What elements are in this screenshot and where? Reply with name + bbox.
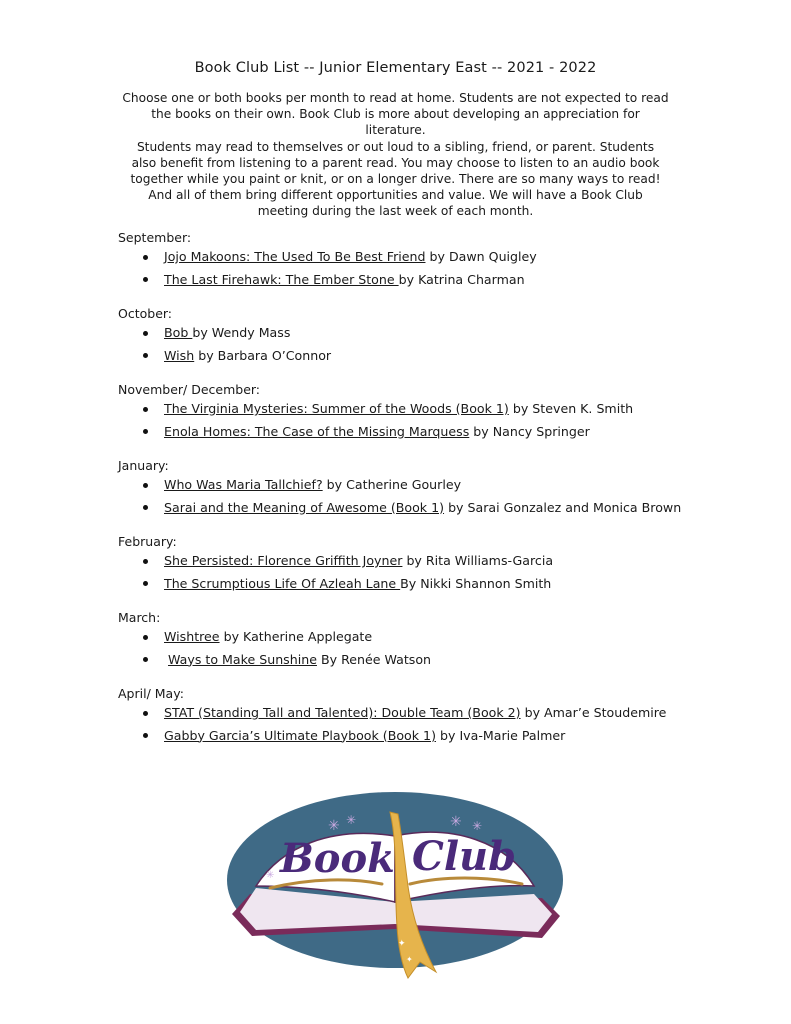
svg-text:✳: ✳ — [346, 813, 357, 827]
book-author: by Catherine Gourley — [326, 477, 462, 492]
book-author: by Nancy Springer — [473, 423, 590, 439]
list-item — [118, 398, 718, 421]
intro-line: meeting during the last week of each month. — [257, 204, 534, 219]
month-section-november-december — [118, 381, 718, 443]
book-title-link[interactable]: Ways to Make Sunshine — [168, 651, 317, 667]
month-section-september — [118, 229, 718, 291]
book-bullet-list — [118, 626, 718, 671]
svg-text:✳: ✳ — [328, 818, 340, 834]
book-author: By Nikki Shannon Smith — [400, 575, 552, 591]
svg-text:✳: ✳ — [266, 870, 275, 881]
intro-line: also benefit from listening to a parent read. You may choose to listen to an audio book — [131, 155, 660, 170]
book-author: by Katherine Applegate — [223, 629, 373, 644]
book-title-link[interactable]: STAT (Standing Tall and Talented): Double Team (Book 2) — [164, 705, 521, 720]
month-label: November/ December: — [118, 382, 261, 397]
book-title-link[interactable]: Enola Homes: The Case of the Missing Marquess — [164, 423, 470, 439]
book-bullet-list — [118, 474, 718, 519]
list-item — [118, 702, 718, 725]
book-title-link[interactable]: She Persisted: Florence Griffith Joyner — [164, 553, 403, 568]
book-author: by Rita Williams-Garcia — [406, 553, 554, 568]
intro-line: the books on their own. Book Club is more about developing an appreciation for literature. — [151, 107, 640, 138]
book-author: by Iva-Marie Palmer — [440, 727, 566, 743]
book-bullet-list — [118, 246, 718, 291]
month-label: October: — [118, 306, 173, 321]
list-item — [118, 649, 718, 672]
book-title-link[interactable]: Sarai and the Meaning of Awesome (Book 1) — [164, 499, 445, 515]
intro-line: And all of them bring different opportunities and value. We will have a Book Club — [148, 188, 643, 203]
list-item — [118, 725, 718, 748]
month-section-february — [118, 533, 718, 595]
intro-line: Students may read to themselves or out loud to a sibling, friend, or parent. Students — [136, 139, 655, 154]
svg-text:✦: ✦ — [406, 955, 413, 964]
month-label: September: — [118, 230, 192, 245]
book-title-link[interactable]: Gabby Garcia’s Ultimate Playbook (Book 1) — [164, 727, 436, 743]
book-title-link[interactable]: Wish — [164, 347, 195, 363]
list-item — [118, 550, 718, 573]
book-author: by Sarai Gonzalez and Monica Brown — [448, 499, 682, 515]
month-section-march — [118, 609, 718, 671]
month-section-october — [118, 305, 718, 367]
list-item — [118, 497, 718, 520]
book-author: By Renée Watson — [320, 651, 432, 667]
book-title-link[interactable]: The Last Firehawk: The Ember Stone — [164, 271, 399, 287]
intro-paragraph — [120, 90, 671, 220]
book-author: by Dawn Quigley — [429, 249, 537, 264]
page-title: Book Club List -- Junior Elementary East -- 2021 - 2022 — [194, 60, 597, 76]
intro-line: Choose one or both books per month to read at home. Students are not expected to read — [122, 91, 669, 105]
logo-word-club: Club — [412, 833, 517, 880]
book-title-link[interactable]: The Virginia Mysteries: Summer of the Woods (Book 1) — [164, 401, 509, 416]
book-author: by Amar’e Stoudemire — [524, 705, 667, 720]
book-title-link[interactable]: Who Was Maria Tallchief? — [164, 477, 323, 492]
list-item — [118, 421, 718, 444]
list-item — [118, 246, 718, 269]
logo-word-book: Book — [280, 835, 395, 882]
list-item — [118, 269, 718, 292]
book-bullet-list — [118, 702, 718, 747]
month-label: February: — [118, 534, 177, 549]
list-item — [118, 474, 718, 497]
month-section-january — [118, 457, 718, 519]
month-label: March: — [118, 610, 161, 625]
book-author: by Wendy Mass — [192, 325, 291, 340]
book-author: by Katrina Charman — [398, 271, 525, 287]
month-label: January: — [118, 458, 169, 473]
book-title-link[interactable]: Bob — [164, 325, 193, 340]
book-title-link[interactable]: The Scrumptious Life Of Azleah Lane — [164, 575, 401, 591]
book-bullet-list — [118, 398, 718, 443]
month-label: April/ May: — [118, 686, 184, 701]
list-item — [118, 626, 718, 649]
book-title-link[interactable]: Jojo Makoons: The Used To Be Best Friend — [164, 249, 426, 264]
month-section-april-may — [118, 685, 718, 747]
book-author: by Barbara O’Connor — [198, 347, 332, 363]
intro-line: together while you paint or knit, or on a longer drive. There are so many ways to read! — [130, 172, 661, 187]
list-item — [118, 573, 718, 596]
book-author: by Steven K. Smith — [512, 401, 634, 416]
book-bullet-list — [118, 322, 718, 367]
book-bullet-list — [118, 550, 718, 595]
svg-text:✳: ✳ — [472, 819, 483, 833]
list-item — [118, 345, 718, 368]
svg-text:✳: ✳ — [450, 814, 462, 830]
svg-text:✦: ✦ — [398, 939, 406, 949]
book-title-link[interactable]: Wishtree — [164, 629, 220, 644]
book-list — [118, 229, 718, 761]
list-item — [118, 322, 718, 345]
book-club-logo — [222, 786, 568, 980]
